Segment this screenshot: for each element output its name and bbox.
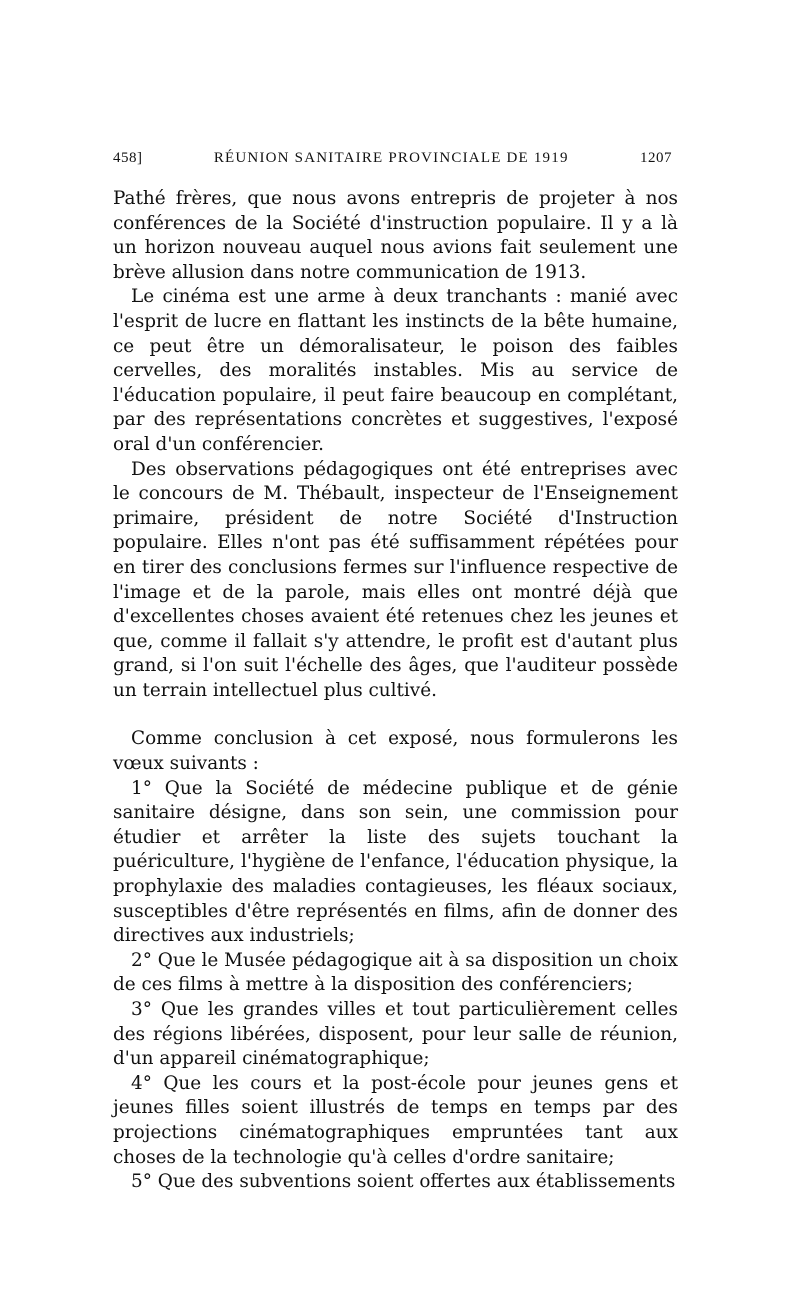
paragraph-continuation: Pathé frères, que nous avons entrepris de projeter à nos conférences de la Société d'instruction populaire. Il y a là un horizon nouveau auquel nous avions fait seulement une brève allusion dans notre communication de 1913. bbox=[113, 188, 678, 283]
page-number: 1207 bbox=[639, 150, 672, 166]
book-page bbox=[113, 150, 678, 1195]
body-text bbox=[113, 187, 678, 1195]
running-head bbox=[113, 150, 678, 167]
paragraph-observations: Des observations pédagogiques ont été entreprises avec le concours de M. Thébault, inspecteur de l'Enseignement primaire, président de notre Société d'Instruction populaire. Elles n'ont pas été suffisamment répétées pour en tirer des conclusions fermes sur l'influence respective de l'image et de la parole, mais elles ont montré déjà que d'excellentes choses avaient été retenues chez les jeunes et que, comme il fallait s'y attendre, le profit est d'autant plus grand, si l'on suit l'échelle des âges, que l'auditeur possède un terrain intellectuel plus cultivé. bbox=[113, 458, 678, 701]
wish-item-4: 4° Que les cours et la post-école pour jeunes gens et jeunes filles soient illustrés de temps en temps par des projections cinématographiques empruntées tant aux choses de la technologie qu'à celles d'ordre sanitaire; bbox=[113, 1072, 678, 1168]
running-title: RÉUNION SANITAIRE PROVINCIALE DE 1919 bbox=[213, 150, 569, 166]
page-ref-left: 458] bbox=[113, 150, 143, 166]
wish-item-2: 2° Que le Musée pédagogique ait à sa disposition un choix de ces films à mettre à la disposition des conférenciers; bbox=[113, 949, 678, 996]
wish-item-5: 5° Que des subventions soient offertes aux établissements bbox=[131, 1171, 676, 1193]
wish-item-3: 3° Que les grandes villes et tout particulièrement celles des régions libérées, disposent, pour leur salle de réunion, d'un appareil cinématographique; bbox=[113, 999, 678, 1070]
paragraph-cinema: Le cinéma est une arme à deux tranchants : manié avec l'esprit de lucre en flattant les instincts de la bête humaine, ce peut être un démoralisateur, le poison des faibles cervelles, des moralités instables. Mis au service de l'éducation populaire, il peut faire beaucoup en complétant, par des représentations concrètes et suggestives, l'exposé oral d'un conférencier. bbox=[113, 286, 678, 455]
wish-item-1: 1° Que la Société de médecine publique et de génie sanitaire désigne, dans son sein, une commission pour étudier et arrêter la liste des sujets touchant la puériculture, l'hygiène de l'enfance, l'éducation physique, la prophylaxie des maladies contagieuses, les fléaux sociaux, susceptibles d'être représentés en films, afin de donner des directives aux industriels; bbox=[113, 777, 678, 947]
paragraph-conclusion: Comme conclusion à cet exposé, nous formulerons les vœux suivants : bbox=[113, 728, 678, 775]
